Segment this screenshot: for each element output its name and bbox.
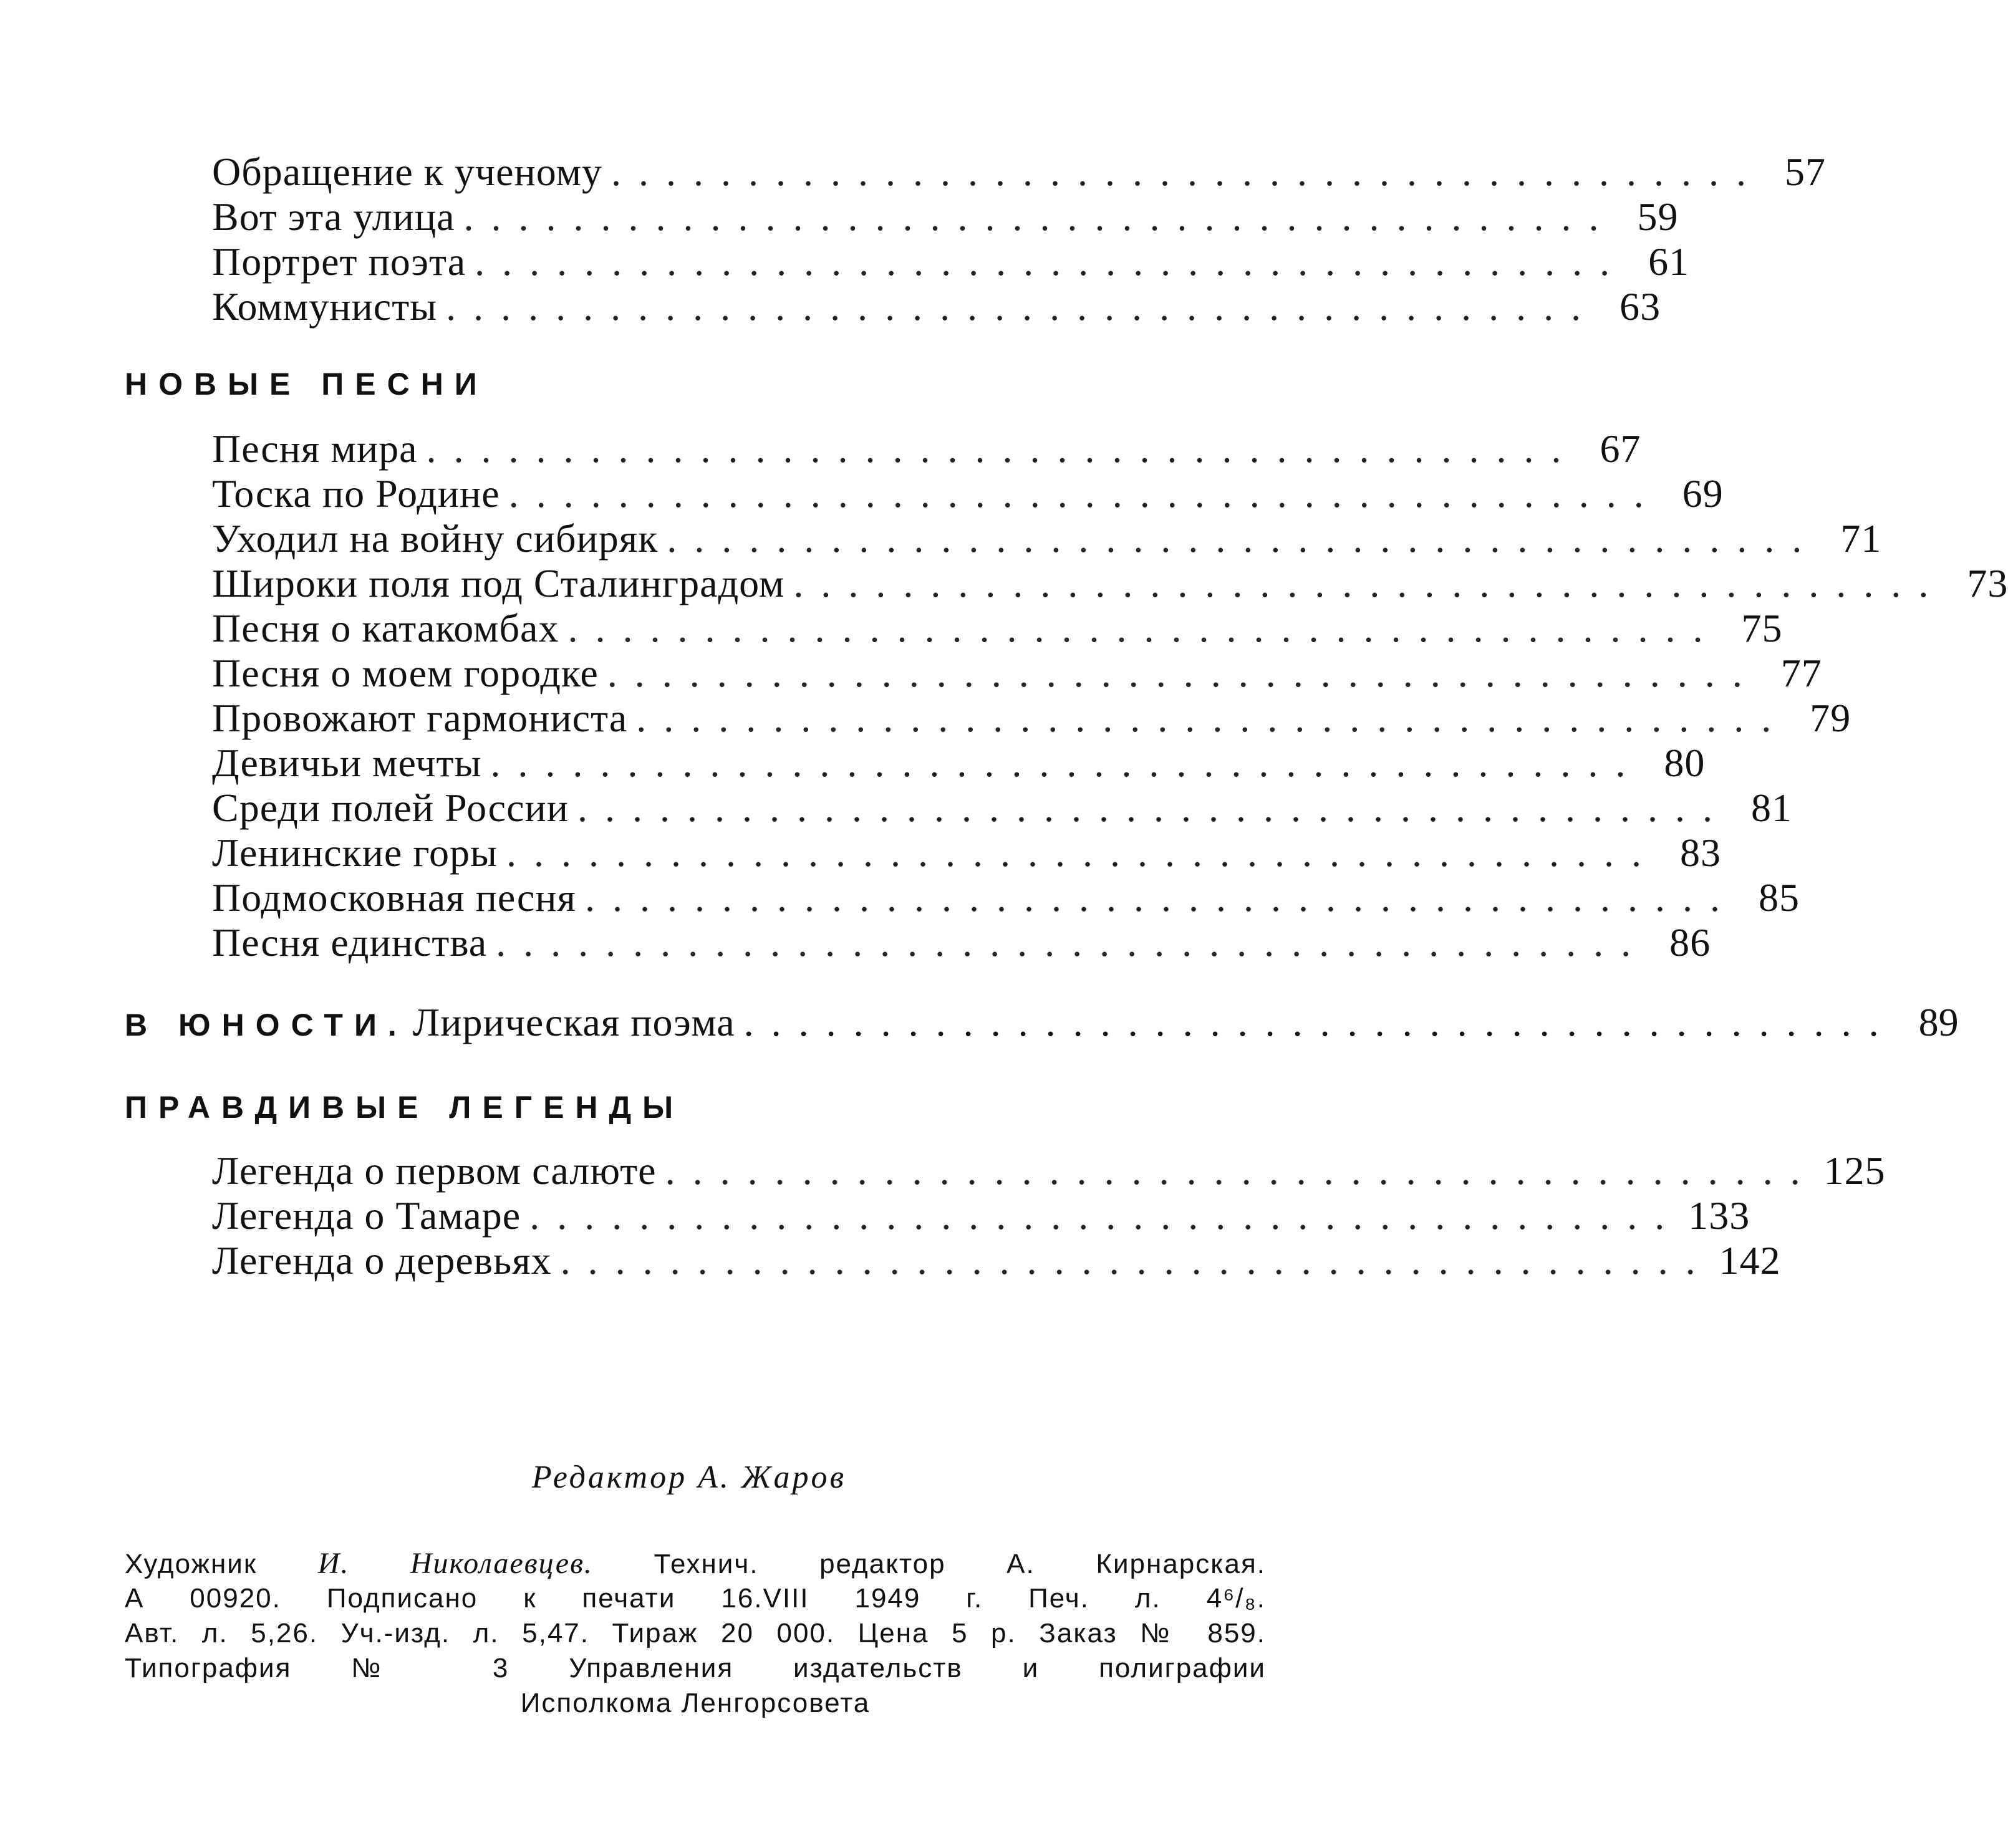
toc-entry-title: Легенда о деревьях (212, 1238, 552, 1283)
toc-entry-page: 67 (1600, 426, 1641, 471)
toc-entry (212, 426, 1641, 471)
section-heading-legends: ПРАВДИВЫЕ ЛЕГЕНДЫ (125, 1090, 685, 1125)
dot-leader: .......................................... (426, 426, 1579, 471)
dot-leader: .......................................... (496, 920, 1649, 965)
toc-entry-page: 125 (1823, 1148, 1886, 1193)
toc-entry-title: Коммунисты (212, 284, 438, 329)
toc-entry-title: Легенда о первом салюте (212, 1148, 657, 1193)
toc-entry (212, 606, 1783, 651)
toc-entry-title: Широки поля под Сталинградом (212, 561, 785, 605)
toc-entry-title: Портрет поэта (212, 239, 466, 284)
dot-leader: .......................................... (463, 195, 1616, 239)
toc-entry (212, 1238, 1781, 1283)
toc-entry (212, 284, 1661, 329)
toc-entry-title: Песня о катакомбах (212, 606, 559, 650)
toc-entry-page: 142 (1719, 1238, 1781, 1283)
dot-leader: .......................................... (446, 284, 1599, 329)
toc-entry (212, 875, 1800, 920)
imprint-line-4: Типография № 3 Управления издательств и полиграфии (125, 1653, 1266, 1683)
toc-entry-title: Девичьи мечты (212, 741, 482, 785)
section-heading-new-songs: НОВЫЕ ПЕСНИ (125, 367, 488, 402)
imprint-line-3: Авт. л. 5,26. Уч.-изд. л. 5,47. Тираж 20 000. Цена 5 р. Заказ № 859. (125, 1618, 1266, 1648)
toc-entry (212, 786, 1792, 830)
imprint-block (125, 1546, 1266, 1721)
toc-entry (212, 195, 1679, 239)
dot-leader: .......................................... (667, 516, 1820, 561)
artist-name: И. Николаевцев. (317, 1547, 593, 1580)
toc-entry-title: Легенда о Тамаре (212, 1193, 521, 1238)
toc-entry-page: 71 (1840, 516, 1882, 561)
toc-entry-title: Среди полей России (212, 786, 569, 830)
toc-entry-page: 80 (1664, 741, 1706, 785)
toc-entry (212, 1148, 1886, 1193)
toc-entry (212, 239, 1690, 284)
imprint-line-2: А 00920. Подписано к печати 16.VIII 1949 г. Печ. л. 4⁶/₈. (125, 1583, 1266, 1614)
toc-entry-youth (125, 998, 1959, 1047)
toc-entry (212, 471, 1724, 516)
toc-entry-title: Тоска по Родине (212, 471, 500, 516)
dot-leader: .......................................... (636, 696, 1789, 740)
dot-leader: .......................................... (506, 830, 1659, 875)
toc-entry-page: 77 (1780, 651, 1822, 695)
toc-entry-title: Подмосковная песня (212, 875, 576, 920)
toc-entry (212, 651, 1822, 696)
toc-entry-title: Вот эта улица (212, 195, 455, 239)
dot-leader: .......................................... (508, 471, 1661, 516)
toc-entry-page: 81 (1750, 786, 1792, 830)
toc-entry (212, 696, 1851, 741)
toc-entry-title: Обращение к ученому (212, 150, 602, 194)
artist-label: Художник (125, 1549, 258, 1579)
toc-entry-page: 86 (1669, 920, 1711, 965)
dot-leader: .......................................... (560, 1238, 1713, 1283)
toc-entry-page: 79 (1810, 696, 1851, 740)
toc-entry-title: Провожают гармониста (212, 696, 628, 740)
dot-leader: .......................................... (743, 1000, 1896, 1044)
dot-leader: .......................................... (567, 606, 1721, 650)
toc-entry-subtitle: Лирическая поэма (412, 1000, 735, 1044)
toc-entry-page: 69 (1682, 471, 1724, 516)
toc-entry-page: 61 (1648, 239, 1690, 284)
toc-entry (212, 830, 1721, 875)
toc-entry-page: 63 (1619, 284, 1661, 329)
toc-entry (212, 561, 2008, 606)
toc-entry-title: Уходил на войну сибиряк (212, 516, 659, 561)
toc-entry-page: 57 (1785, 150, 1826, 194)
toc-entry-page: 89 (1918, 1000, 1959, 1044)
toc-entry-title: Ленинские горы (212, 830, 498, 875)
imprint-line-1 (125, 1546, 1266, 1581)
dot-leader: .......................................... (607, 651, 1760, 695)
tech-editor: Технич. редактор А. Кирнарская. (654, 1549, 1266, 1579)
toc-entry-page: 73 (1967, 561, 2008, 605)
toc-entry (212, 920, 1711, 965)
dot-leader: .......................................... (793, 561, 1946, 605)
toc-entry (212, 741, 1706, 786)
toc-entry-title: Песня единства (212, 920, 488, 965)
toc-entry (212, 150, 1826, 195)
toc-entry-page: 59 (1637, 195, 1679, 239)
toc-entry-page: 85 (1758, 875, 1800, 920)
dot-leader: .......................................... (490, 741, 1643, 785)
dot-leader: .......................................... (665, 1148, 1818, 1193)
dot-leader: .......................................... (584, 875, 1737, 920)
toc-entry-title: Песня о моем городке (212, 651, 599, 695)
toc-entry (212, 1193, 1750, 1238)
imprint-line-5: Исполкома Ленгорсовета (520, 1688, 871, 1718)
section-heading-youth: В ЮНОСТИ. (125, 1008, 408, 1042)
dot-leader: .......................................... (611, 150, 1764, 194)
editor-credit: Редактор А. Жаров (531, 1460, 847, 1495)
dot-leader: .......................................... (577, 786, 1730, 830)
toc-entry-page: 75 (1741, 606, 1783, 650)
toc-entry-page: 133 (1688, 1193, 1750, 1238)
toc-entry-page: 83 (1679, 830, 1721, 875)
dot-leader: .......................................... (529, 1193, 1682, 1238)
toc-entry-title: Песня мира (212, 426, 418, 471)
toc-entry (212, 516, 1882, 561)
dot-leader: .......................................... (475, 239, 1628, 284)
